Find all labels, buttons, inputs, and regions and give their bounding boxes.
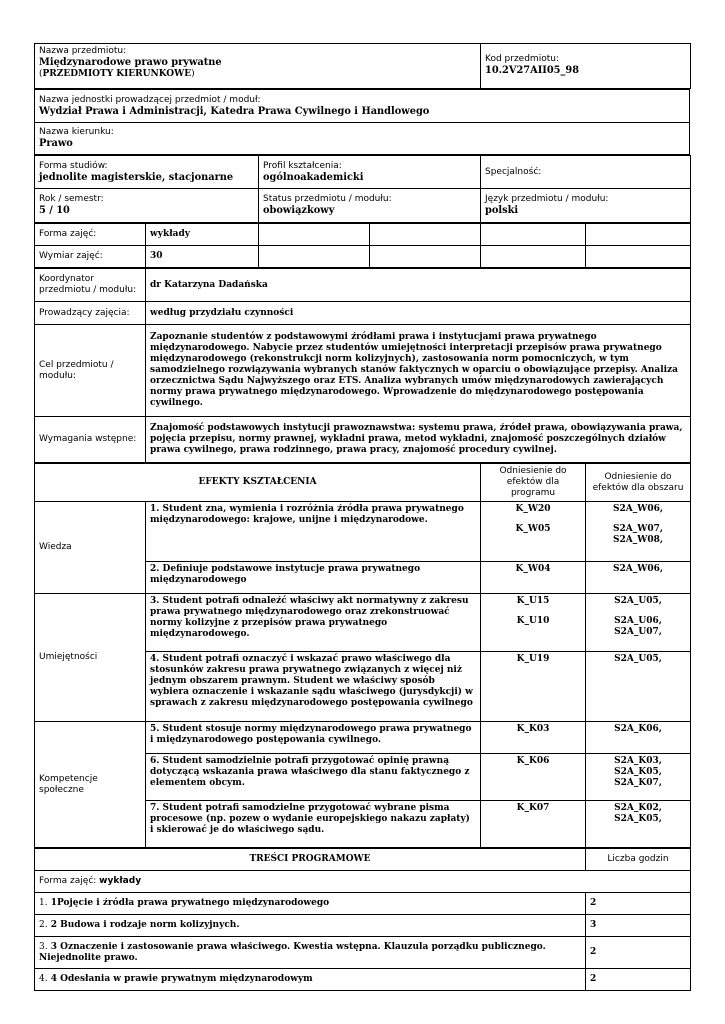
group-skills: Umiejętności xyxy=(35,594,146,722)
coordinator-value: dr Katarzyna Dadańska xyxy=(146,269,691,302)
outcomes-area-header: Odniesienie do efektów dla obszaru xyxy=(586,464,691,502)
status-value: obowiązkowy xyxy=(263,205,335,217)
unit-table xyxy=(34,89,690,155)
contents-row-hours: 2 xyxy=(586,969,691,991)
specialty-label: Specjalność: xyxy=(485,166,542,177)
course-code: 10.2V27AII05_98 xyxy=(485,65,580,76)
outcome-program-ref: K_K06 xyxy=(481,754,586,801)
outcome-text: 2. Definiuje podstawowe instytucje prawa prywatnego międzynarodowego xyxy=(146,562,481,594)
empty-cell xyxy=(370,246,481,268)
empty-cell xyxy=(586,224,691,246)
year-value: 5 / 10 xyxy=(39,205,70,217)
group-competences: Kompetencje społeczne xyxy=(35,722,146,848)
contents-row-hours: 2 xyxy=(586,937,691,969)
profile-cell xyxy=(259,156,481,189)
empty-cell xyxy=(370,224,481,246)
requirements-label: Wymagania wstępne: xyxy=(35,417,146,463)
outcome-area-ref: S2A_K06, xyxy=(586,722,691,754)
outcome-area-ref: S2A_U05, S2A_U06, S2A_U07, xyxy=(586,594,691,652)
outcome-area-ref: S2A_U05, xyxy=(586,652,691,722)
empty-cell xyxy=(586,246,691,268)
outcome-program-ref: K_W04 xyxy=(481,562,586,594)
outcome-text: 3. Student potrafi odnaleźć właściwy akt normatywny z zakresu prawa prywatnego międzynarodowego oraz zrekonstruować normy kolizyjne z przepisów prawa prywatnego międzynarodowego. xyxy=(146,594,481,652)
header-table xyxy=(34,43,691,89)
unit-label: Nazwa jednostki prowadzącej przedmiot / moduł: xyxy=(39,94,261,105)
outcome-text: 5. Student stosuje normy międzynarodowego prawa prywatnego i międzynarodowego postępowania cywilnego. xyxy=(146,722,481,754)
outcome-program-ref: K_K03 xyxy=(481,722,586,754)
empty-cell xyxy=(481,224,586,246)
hours-label: Wymiar zajęć: xyxy=(35,246,146,268)
course-code-cell xyxy=(481,44,691,89)
contents-row-hours: 2 xyxy=(586,893,691,915)
contents-row-hours: 3 xyxy=(586,915,691,937)
teacher-value: według przydziału czynności xyxy=(146,302,691,325)
year-cell xyxy=(35,189,259,223)
class-form-value: wykłady xyxy=(146,224,259,246)
empty-cell xyxy=(481,246,586,268)
status-label: Status przedmiotu / modułu: xyxy=(263,194,392,205)
status-cell xyxy=(259,189,481,223)
language-label: Język przedmiotu / modułu: xyxy=(485,194,609,205)
course-name-label: Nazwa przedmiotu: xyxy=(39,46,127,56)
coordinator-label: Koordynator przedmiotu / modułu: xyxy=(35,269,146,302)
outcome-program-ref: K_W20 K_W05 xyxy=(481,502,586,562)
year-label: Rok / semestr: xyxy=(39,194,104,205)
outcome-program-ref: K_U15 K_U10 xyxy=(481,594,586,652)
outcome-text: 1. Student zna, wymienia i rozróżnia źródła prawa prywatnego międzynarodowego: krajowe, unijne i międzynarodowe. xyxy=(146,502,481,562)
contents-row: 3. 3 Oznaczenie i zastosowanie prawa właściwego. Kwestia wstępna. Klauzula porządku publicznego. Niejednolite prawo. xyxy=(35,937,586,969)
outcome-area-ref: S2A_K02, S2A_K05, xyxy=(586,801,691,848)
class-form-label: Forma zajęć: xyxy=(35,224,146,246)
contents-form: Forma zajęć: wykłady xyxy=(35,871,691,893)
hours-value: 30 xyxy=(146,246,259,268)
requirements-value: Znajomość podstawowych instytucji prawoznawstwa: systemu prawa, źródeł prawa, obowiązywania prawa, pojęcia przepisu, normy prawnej, wykładni prawa, metod wykładni, znajomość poszczególnych działów prawa cywilnego, prawa rodzinnego, prawa pracy, znajomość procedury cywilnej. xyxy=(146,417,691,463)
outcome-area-ref: S2A_W06, S2A_W07, S2A_W08, xyxy=(586,502,691,562)
goal-value: Zapoznanie studentów z podstawowymi źródłami prawa i instytucjami prawa prywatnego międzynarodowego. Nabycie przez studentów umiejętności interpretacji przepisów prawa prywatnego międzynarodowego (rekonstrukcji norm kolizyjnych), zastosowania norm pomocniczych, w tym samodzielnego rozwiązywania wybranych stanów faktycznych w oparciu o obowiązujące przepisy. Analiza orzecznictwa Sądu Najwyższego oraz ETS. Analiza wybranych umów międzynarodowych zawierających normy prawa prywatnego międzynarodowego. Wprowadzenie do międzynarodowego postępowania cywilnego. xyxy=(146,325,691,417)
specialty-cell xyxy=(481,156,691,189)
outcome-area-ref: S2A_W06, xyxy=(586,562,691,594)
unit-value: Wydział Prawa i Administracji, Katedra Prawa Cywilnego i Handlowego xyxy=(39,105,430,117)
outcome-text: 4. Student potrafi oznaczyć i wskazać prawo właściwego dla stosunków zakresu prawa prywatnego związanych z więcej niż jednym obszarem prawnym. Student we właściwy sposób wybiera oznaczenie i wskazanie sądu właściwego (jurysdykcji) w sprawach z zakresu międzynarodowego postępowania cywilnego xyxy=(146,652,481,722)
contents-hours-header: Liczba godzin xyxy=(586,849,691,871)
empty-cell xyxy=(259,224,370,246)
details-table xyxy=(34,268,691,463)
unit-cell xyxy=(35,90,690,123)
classes-table xyxy=(34,223,691,268)
profile-value: ogólnoakademicki xyxy=(263,171,364,183)
field-label: Nazwa kierunku: xyxy=(39,127,114,138)
contents-row: 2. 2 Budowa i rodzaje norm kolizyjnych. xyxy=(35,915,586,937)
empty-cell xyxy=(259,246,370,268)
study-form-cell xyxy=(35,156,259,189)
outcomes-header: EFEKTY KSZTAŁCENIA xyxy=(35,464,481,502)
teacher-label: Prowadzący zajęcia: xyxy=(35,302,146,325)
course-code-label: Kod przedmiotu: xyxy=(485,54,559,64)
outcome-text: 7. Student potrafi samodzielne przygotować wybrane pisma procesowe (np. pozew o wydanie europejskiego nakazu zapłaty) i skierować je do właściwego sądu. xyxy=(146,801,481,848)
outcome-program-ref: K_K07 xyxy=(481,801,586,848)
language-cell xyxy=(481,189,691,223)
contents-table xyxy=(34,848,691,991)
outcome-text: 6. Student samodzielnie potrafi przygotować opinię prawną dotyczącą wskazania prawa właściwego dla stanu faktycznego z elementem obcym. xyxy=(146,754,481,801)
study-form-label: Forma studiów: xyxy=(39,160,108,171)
profile-label: Profil kształcenia: xyxy=(263,160,342,171)
outcomes-table xyxy=(34,463,691,848)
language-value: polski xyxy=(485,205,519,217)
contents-row: 4. 4 Odesłania w prawie prywatnym międzynarodowym xyxy=(35,969,586,991)
course-name-cell xyxy=(35,44,481,89)
course-type: (PRZEDMIOTY KIERUNKOWE) xyxy=(39,68,195,79)
field-value: Prawo xyxy=(39,138,73,150)
study-form-value: jednolite magisterskie, stacjonarne xyxy=(39,171,234,183)
outcomes-program-header: Odniesienie do efektów dla programu xyxy=(481,464,586,502)
outcome-program-ref: K_U19 xyxy=(481,652,586,722)
study-info-table xyxy=(34,155,691,223)
syllabus-document xyxy=(34,43,690,991)
outcome-area-ref: S2A_K03, S2A_K05, S2A_K07, xyxy=(586,754,691,801)
goal-label: Cel przedmiotu / modułu: xyxy=(35,325,146,417)
field-cell xyxy=(35,123,690,155)
course-name: Międzynarodowe prawo prywatne xyxy=(39,57,222,68)
contents-row: 1. 1Pojęcie i źródła prawa prywatnego międzynarodowego xyxy=(35,893,586,915)
contents-header: TREŚCI PROGRAMOWE xyxy=(35,849,586,871)
group-knowledge: Wiedza xyxy=(35,502,146,594)
